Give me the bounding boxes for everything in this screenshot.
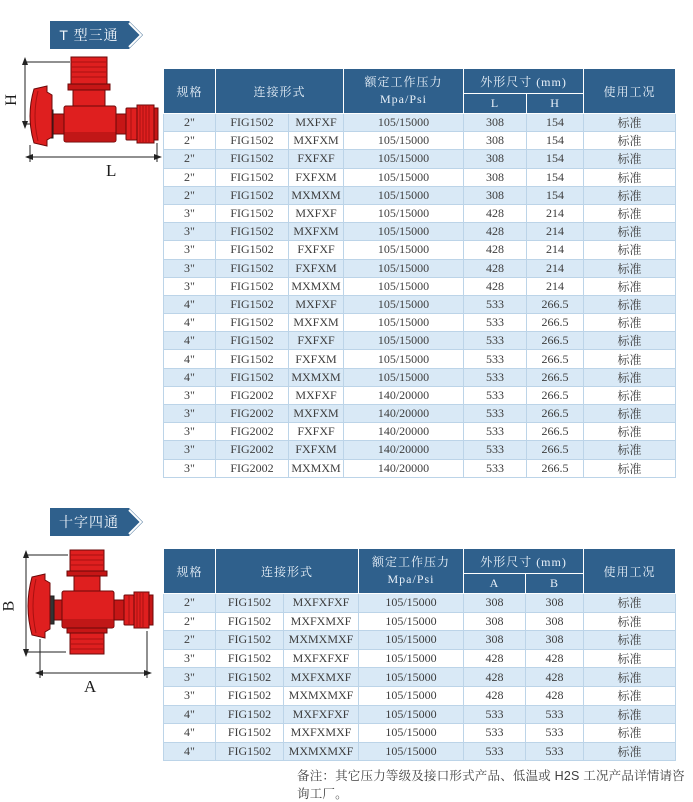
table-cell: 标准 [584, 295, 676, 313]
table-cell: 标准 [584, 612, 676, 631]
table-cell: MXFXF [289, 386, 344, 404]
table-cell: 533 [464, 368, 527, 386]
table-cell: 308 [526, 631, 584, 650]
table-cell: 3" [164, 204, 216, 222]
table-cell: FIG1502 [216, 295, 289, 313]
table-cell: 428 [526, 668, 584, 687]
table-cell: 533 [464, 332, 527, 350]
table-cell: 533 [464, 459, 527, 477]
table-row [164, 386, 676, 404]
table-row [164, 295, 676, 313]
table-cell: 533 [464, 314, 527, 332]
table-cell: MXFXM [289, 223, 344, 241]
table-row [164, 332, 676, 350]
table-row [164, 186, 676, 204]
table-cell: 2" [164, 631, 216, 650]
table-cell: 3" [164, 223, 216, 241]
table-cell: FIG2002 [216, 459, 289, 477]
table-cell: 428 [464, 204, 527, 222]
col-header-connection: 连接形式 [216, 549, 359, 594]
col-header-condition: 使用工况 [584, 69, 676, 114]
table-cell: 308 [526, 594, 584, 613]
col-header-condition: 使用工况 [584, 549, 676, 594]
table-cell: FIG1502 [216, 132, 289, 150]
table-cell: FIG1502 [216, 668, 284, 687]
table-cell: 标准 [584, 441, 676, 459]
cross-table-header [164, 549, 676, 594]
table-cell: 105/15000 [344, 259, 464, 277]
table-cell: 154 [527, 114, 584, 132]
table-cell: 105/15000 [344, 132, 464, 150]
col-header-A: A [464, 574, 526, 594]
table-cell: FXFXF [289, 332, 344, 350]
table-cell: 105/15000 [344, 168, 464, 186]
table-cell: 标准 [584, 114, 676, 132]
cross-spec-table [163, 548, 675, 761]
table-row [164, 150, 676, 168]
cross-table-body [164, 594, 676, 761]
table-cell: 标准 [584, 686, 676, 705]
table-cell: 428 [526, 686, 584, 705]
tee-fitting-diagram [2, 53, 162, 185]
table-cell: 标准 [584, 368, 676, 386]
table-cell: FIG1502 [216, 686, 284, 705]
table-cell: 308 [464, 631, 526, 650]
table-cell: FIG1502 [216, 631, 284, 650]
table-cell: 533 [464, 441, 527, 459]
table-cell: FIG1502 [216, 332, 289, 350]
section-title-tee: T 型三通 [59, 27, 119, 43]
table-cell: 266.5 [527, 459, 584, 477]
table-cell: MXFXFXF [284, 705, 359, 724]
table-cell: 3" [164, 441, 216, 459]
table-cell: 154 [527, 168, 584, 186]
table-cell: 154 [527, 150, 584, 168]
table-cell: 3" [164, 259, 216, 277]
table-cell: 标准 [584, 459, 676, 477]
table-row [164, 277, 676, 295]
table-cell: FIG1502 [216, 204, 289, 222]
table-row [164, 686, 676, 705]
table-cell: 2" [164, 132, 216, 150]
table-cell: MXFXM [289, 405, 344, 423]
table-cell: 533 [464, 386, 527, 404]
dim-label-B: B [0, 600, 18, 612]
cross-table [163, 548, 676, 761]
table-cell: 3" [164, 241, 216, 259]
table-cell: MXFXM [289, 314, 344, 332]
table-cell: MXMXM [289, 459, 344, 477]
dim-label-A: A [84, 677, 97, 696]
table-cell: 标准 [584, 332, 676, 350]
col-header-connection: 连接形式 [216, 69, 344, 114]
table-cell: 266.5 [527, 350, 584, 368]
table-cell: 标准 [584, 742, 676, 761]
table-cell: FIG2002 [216, 441, 289, 459]
table-cell: 标准 [584, 668, 676, 687]
table-cell: FIG1502 [216, 368, 289, 386]
table-cell: 标准 [584, 277, 676, 295]
table-cell: 266.5 [527, 405, 584, 423]
table-cell: 214 [527, 204, 584, 222]
table-cell: 4" [164, 314, 216, 332]
table-cell: 标准 [584, 241, 676, 259]
table-cell: 标准 [584, 405, 676, 423]
table-cell: 标准 [584, 649, 676, 668]
table-cell: FXFXF [289, 423, 344, 441]
table-cell: FIG2002 [216, 423, 289, 441]
table-row [164, 631, 676, 650]
table-cell: 2" [164, 594, 216, 613]
table-cell: 533 [526, 724, 584, 743]
table-row [164, 368, 676, 386]
table-cell: 4" [164, 724, 216, 743]
tee-table-header [164, 69, 676, 114]
table-row [164, 668, 676, 687]
table-cell: 308 [464, 132, 527, 150]
table-cell: 2" [164, 168, 216, 186]
table-cell: 105/15000 [359, 594, 464, 613]
col-header-L: L [464, 94, 527, 114]
table-cell: MXFXM [289, 132, 344, 150]
section-badge-cross [50, 508, 145, 536]
table-cell: MXFXMXF [284, 668, 359, 687]
table-cell: 3" [164, 459, 216, 477]
table-cell: FIG1502 [216, 223, 289, 241]
table-cell: 标准 [584, 223, 676, 241]
table-cell: 105/15000 [359, 724, 464, 743]
table-cell: 3" [164, 423, 216, 441]
dim-line-l [30, 143, 157, 162]
cross-fitting-diagram [0, 545, 162, 705]
table-row [164, 423, 676, 441]
table-cell: FIG1502 [216, 168, 289, 186]
table-cell: 4" [164, 295, 216, 313]
table-cell: 308 [526, 612, 584, 631]
table-row [164, 724, 676, 743]
table-cell: 105/15000 [344, 332, 464, 350]
table-cell: 2" [164, 186, 216, 204]
table-cell: 266.5 [527, 423, 584, 441]
table-cell: 214 [527, 277, 584, 295]
table-cell: 105/15000 [344, 114, 464, 132]
table-cell: FIG1502 [216, 277, 289, 295]
table-cell: MXMXM [289, 186, 344, 204]
table-cell: 533 [464, 742, 526, 761]
table-cell: 154 [527, 186, 584, 204]
table-cell: 3" [164, 686, 216, 705]
col-header-spec: 规格 [164, 549, 216, 594]
table-cell: 308 [464, 168, 527, 186]
table-cell: 3" [164, 649, 216, 668]
table-cell: 105/15000 [344, 186, 464, 204]
table-cell: FIG1502 [216, 350, 289, 368]
table-cell: 308 [464, 612, 526, 631]
section-title-cross: 十字四通 [59, 514, 119, 530]
table-cell: 标准 [584, 314, 676, 332]
footer-note [297, 766, 687, 802]
table-cell: 2" [164, 114, 216, 132]
col-header-pressure [344, 69, 464, 114]
table-cell: 214 [527, 223, 584, 241]
table-cell: 105/15000 [344, 350, 464, 368]
col-header-B: B [526, 574, 584, 594]
table-row [164, 705, 676, 724]
table-cell: 105/15000 [344, 368, 464, 386]
table-cell: 533 [464, 423, 527, 441]
table-cell: FIG2002 [216, 405, 289, 423]
table-cell: 标准 [584, 186, 676, 204]
pressure-line2: Mpa/Psi [387, 572, 435, 586]
footer-note-text: 其它压力等级及接口形式产品、低温或 H2S 工况产品详情请咨询工厂。 [297, 769, 685, 801]
table-cell: 266.5 [527, 314, 584, 332]
table-cell: 标准 [584, 631, 676, 650]
table-cell: 105/15000 [344, 314, 464, 332]
table-cell: 140/20000 [344, 459, 464, 477]
table-cell: 标准 [584, 423, 676, 441]
table-cell: 214 [527, 241, 584, 259]
table-cell: FIG1502 [216, 742, 284, 761]
dim-label-L: L [106, 161, 117, 180]
table-cell: MXFXF [289, 295, 344, 313]
table-cell: 266.5 [527, 441, 584, 459]
table-cell: 105/15000 [344, 204, 464, 222]
table-row [164, 314, 676, 332]
pressure-line2: Mpa/Psi [380, 92, 428, 106]
table-cell: 2" [164, 150, 216, 168]
table-cell: 标准 [584, 705, 676, 724]
table-cell: 3" [164, 405, 216, 423]
tee-spec-table [163, 68, 675, 478]
table-cell: 标准 [584, 204, 676, 222]
table-cell: 533 [526, 705, 584, 724]
table-row [164, 649, 676, 668]
table-cell: 105/15000 [359, 612, 464, 631]
table-cell: FXFXF [289, 241, 344, 259]
table-cell: 533 [464, 405, 527, 423]
table-row [164, 204, 676, 222]
footer-note-label: 备注： [297, 769, 336, 783]
table-cell: 428 [464, 277, 527, 295]
table-cell: 105/15000 [359, 742, 464, 761]
table-cell: FIG2002 [216, 386, 289, 404]
table-cell: 266.5 [527, 295, 584, 313]
table-row [164, 241, 676, 259]
table-cell: 标准 [584, 132, 676, 150]
table-cell: 标准 [584, 594, 676, 613]
table-cell: 428 [464, 241, 527, 259]
table-row [164, 459, 676, 477]
table-cell: FIG1502 [216, 612, 284, 631]
table-cell: 533 [464, 295, 527, 313]
table-cell: MXFXMXF [284, 724, 359, 743]
table-cell: MXMXM [289, 368, 344, 386]
table-cell: 3" [164, 277, 216, 295]
table-cell: 308 [464, 594, 526, 613]
pressure-line1: 额定工作压力 [372, 554, 451, 569]
table-cell: 266.5 [527, 368, 584, 386]
table-cell: 428 [464, 686, 526, 705]
table-cell: 2" [164, 612, 216, 631]
table-cell: 标准 [584, 386, 676, 404]
table-cell: 4" [164, 332, 216, 350]
table-cell: 140/20000 [344, 441, 464, 459]
table-cell: 154 [527, 132, 584, 150]
table-cell: 105/15000 [344, 295, 464, 313]
table-cell: 140/20000 [344, 405, 464, 423]
table-cell: MXFXF [289, 204, 344, 222]
table-row [164, 350, 676, 368]
table-cell: 标准 [584, 168, 676, 186]
table-cell: 533 [526, 742, 584, 761]
table-row [164, 441, 676, 459]
table-cell: 308 [464, 186, 527, 204]
table-cell: 4" [164, 742, 216, 761]
table-cell: 428 [464, 668, 526, 687]
table-cell: FXFXM [289, 441, 344, 459]
tee-table-body [164, 114, 676, 478]
table-cell: 533 [464, 724, 526, 743]
table-cell: 266.5 [527, 386, 584, 404]
table-cell: FIG1502 [216, 649, 284, 668]
section-badge-tee [50, 21, 145, 49]
table-cell: MXMXMXF [284, 631, 359, 650]
table-cell: MXMXM [289, 277, 344, 295]
col-header-dims-group: 外形尺寸 (mm) [464, 69, 584, 94]
table-cell: 标准 [584, 259, 676, 277]
pressure-line1: 额定工作压力 [364, 74, 443, 89]
table-cell: 266.5 [527, 332, 584, 350]
tee-fitting-drawing [10, 53, 162, 185]
col-header-pressure [359, 549, 464, 594]
tee-table [163, 68, 676, 478]
table-cell: 533 [464, 705, 526, 724]
table-cell: 428 [464, 259, 527, 277]
table-cell: 140/20000 [344, 386, 464, 404]
table-row [164, 594, 676, 613]
table-cell: FXFXM [289, 259, 344, 277]
table-cell: 428 [526, 649, 584, 668]
table-cell: FXFXM [289, 350, 344, 368]
table-cell: 105/15000 [359, 649, 464, 668]
table-row [164, 223, 676, 241]
table-cell: FIG1502 [216, 241, 289, 259]
table-cell: 105/15000 [344, 223, 464, 241]
table-cell: 105/15000 [359, 705, 464, 724]
table-cell: FIG1502 [216, 724, 284, 743]
table-cell: FXFXM [289, 168, 344, 186]
table-cell: 标准 [584, 724, 676, 743]
table-cell: 308 [464, 114, 527, 132]
table-cell: FIG1502 [216, 114, 289, 132]
table-cell: 4" [164, 350, 216, 368]
col-header-dims-group: 外形尺寸 (mm) [464, 549, 584, 574]
table-cell: 105/15000 [359, 668, 464, 687]
table-cell: 308 [464, 150, 527, 168]
dim-label-H: H [2, 94, 20, 106]
table-cell: MXFXFXF [284, 594, 359, 613]
table-cell: 533 [464, 350, 527, 368]
table-row [164, 114, 676, 132]
table-cell: 3" [164, 386, 216, 404]
table-cell: FIG1502 [216, 314, 289, 332]
table-cell: 428 [464, 649, 526, 668]
table-cell: MXMXMXF [284, 742, 359, 761]
table-cell: FXFXF [289, 150, 344, 168]
table-cell: 214 [527, 259, 584, 277]
table-cell: 4" [164, 705, 216, 724]
table-cell: 105/15000 [359, 686, 464, 705]
table-cell: 105/15000 [344, 150, 464, 168]
table-row [164, 612, 676, 631]
table-cell: 3" [164, 668, 216, 687]
table-row [164, 742, 676, 761]
table-row [164, 132, 676, 150]
col-header-spec: 规格 [164, 69, 216, 114]
table-cell: FIG1502 [216, 186, 289, 204]
table-cell: FIG1502 [216, 259, 289, 277]
table-cell: 105/15000 [344, 241, 464, 259]
table-cell: 428 [464, 223, 527, 241]
table-cell: MXFXMXF [284, 612, 359, 631]
table-cell: MXMXMXF [284, 686, 359, 705]
table-cell: 140/20000 [344, 423, 464, 441]
table-cell: FIG1502 [216, 594, 284, 613]
table-row [164, 259, 676, 277]
table-cell: 标准 [584, 350, 676, 368]
col-header-H: H [527, 94, 584, 114]
table-cell: FIG1502 [216, 150, 289, 168]
table-cell: 105/15000 [344, 277, 464, 295]
table-cell: MXFXF [289, 114, 344, 132]
table-cell: MXFXFXF [284, 649, 359, 668]
table-cell: 标准 [584, 150, 676, 168]
table-cell: 105/15000 [359, 631, 464, 650]
table-row [164, 405, 676, 423]
table-cell: FIG1502 [216, 705, 284, 724]
table-cell: 4" [164, 368, 216, 386]
table-row [164, 168, 676, 186]
